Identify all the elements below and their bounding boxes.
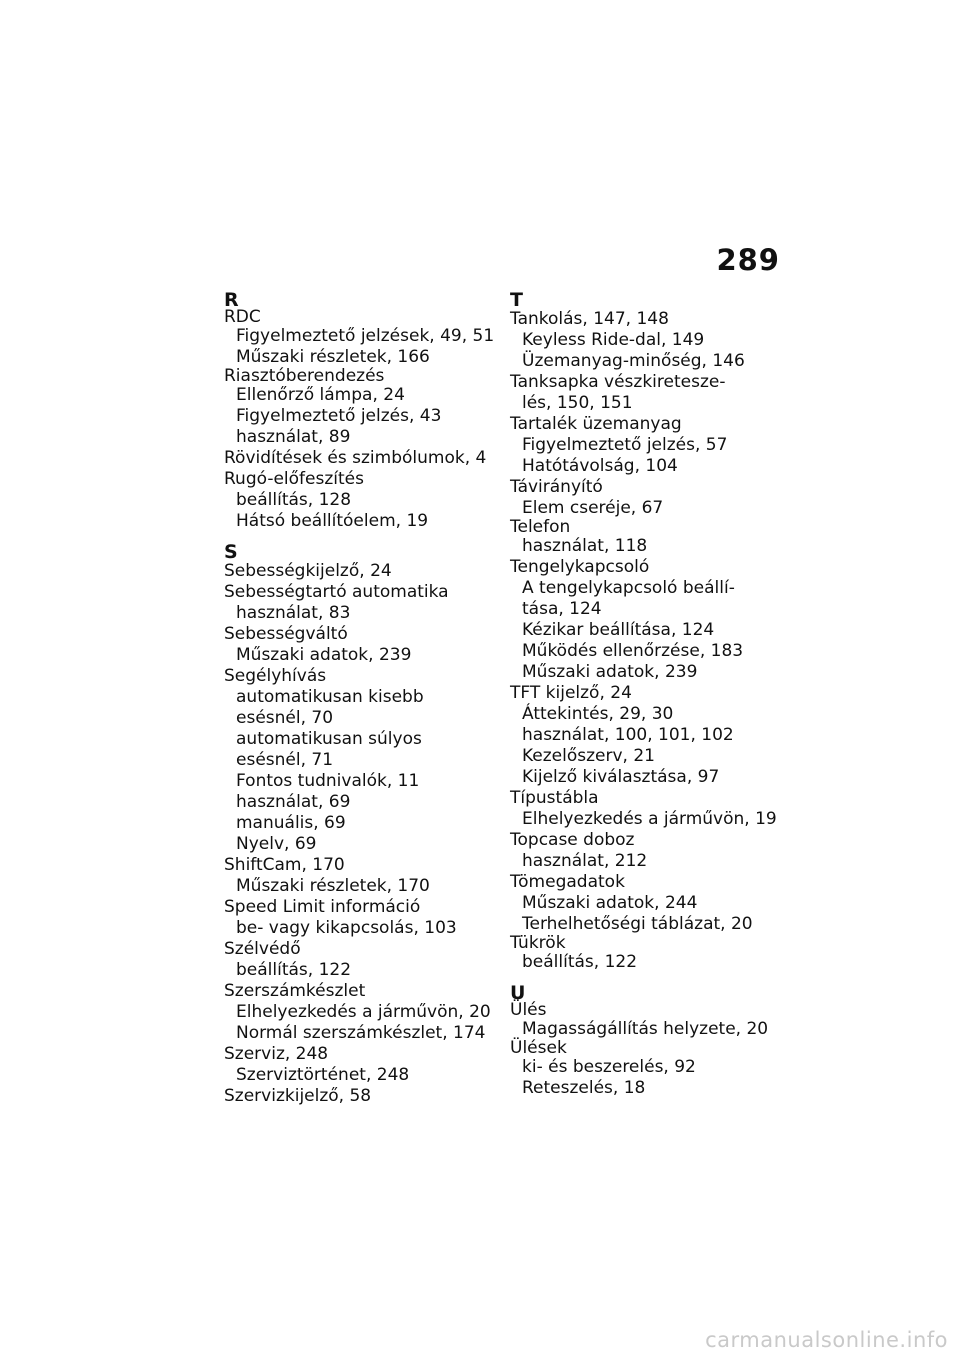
index-entry: Tartalék üzemanyag (510, 414, 682, 434)
index-subentry: Hatótávolság, 104 (522, 456, 678, 476)
index-subentry: beállítás, 122 (522, 952, 638, 972)
index-subentry: Műszaki adatok, 239 (236, 645, 412, 665)
watermark: carmanualsonline.info (705, 1328, 948, 1352)
index-entry: Tanksapka vészkiretesze- (510, 372, 726, 392)
index-entry: Tömegadatok (510, 872, 625, 892)
index-entry: ShiftCam, 170 (224, 855, 345, 875)
section-letter-s: S (224, 541, 238, 563)
index-subentry: tása, 124 (522, 599, 602, 619)
index-entry: Segélyhívás (224, 666, 327, 686)
index-entry: Tükrök (510, 933, 566, 953)
index-subentry: beállítás, 122 (236, 960, 352, 980)
index-subentry: Nyelv, 69 (236, 834, 317, 854)
index-subentry: használat, 69 (236, 792, 351, 812)
index-subentry: használat, 118 (522, 536, 648, 556)
index-entry: Sebességkijelző, 24 (224, 561, 392, 581)
index-subentry: Reteszelés, 18 (522, 1078, 646, 1098)
index-subentry: Figyelmeztető jelzés, 57 (522, 435, 728, 455)
index-entry: Tankolás, 147, 148 (510, 309, 669, 329)
index-subentry: Kezelőszerv, 21 (522, 746, 655, 766)
index-entry: Telefon (510, 517, 571, 537)
index-subentry: Elhelyezkedés a járművön, 20 (236, 1002, 491, 1022)
index-subentry: be- vagy kikapcsolás, 103 (236, 918, 457, 938)
index-subentry: A tengelykapcsoló beállí- (522, 578, 735, 598)
index-entry: Ülések (510, 1038, 567, 1058)
index-subentry: Fontos tudnivalók, 11 (236, 771, 420, 791)
index-subentry: Műszaki részletek, 166 (236, 347, 430, 367)
section-letter-u: U (510, 982, 526, 1004)
index-subentry: beállítás, 128 (236, 490, 352, 510)
index-subentry: Kijelző kiválasztása, 97 (522, 767, 720, 787)
index-entry: Távirányító (510, 477, 603, 497)
index-column-right (510, 289, 790, 1099)
index-entry: Szerszámkészlet (224, 981, 366, 1001)
index-subentry: esésnél, 71 (236, 750, 334, 770)
index-entry: Rövidítések és szimbólumok, 4 (224, 448, 487, 468)
index-subentry: Műszaki részletek, 170 (236, 876, 430, 896)
index-entry: Ülés (510, 1000, 547, 1020)
index-subentry: Működés ellenőrzése, 183 (522, 641, 744, 661)
index-entry: Sebességváltó (224, 624, 348, 644)
index-subentry: Terhelhetőségi táblázat, 20 (522, 914, 753, 934)
index-subentry: Keyless Ride-dal, 149 (522, 330, 705, 350)
index-subentry: használat, 89 (236, 427, 351, 447)
index-entry: Rugó-előfeszítés (224, 469, 364, 489)
index-subentry: Magasságállítás helyzete, 20 (522, 1019, 769, 1039)
index-column-left (224, 289, 504, 1107)
index-subentry: automatikusan súlyos (236, 729, 422, 749)
index-subentry: ki- és beszerelés, 92 (522, 1057, 696, 1077)
index-subentry: használat, 83 (236, 603, 351, 623)
index-subentry: Elem cseréje, 67 (522, 498, 664, 518)
index-entry: Szervizkijelző, 58 (224, 1086, 372, 1106)
index-subentry: Figyelmeztető jelzés, 43 (236, 406, 442, 426)
index-entry: Tengelykapcsoló (510, 557, 650, 577)
index-subentry: Hátsó beállítóelem, 19 (236, 511, 429, 531)
index-entry: Szerviz, 248 (224, 1044, 329, 1064)
index-entry: Riasztóberendezés (224, 366, 385, 386)
index-subentry: Üzemanyag-minőség, 146 (522, 351, 745, 371)
index-subentry: lés, 150, 151 (522, 393, 633, 413)
index-entry: TFT kijelző, 24 (510, 683, 632, 703)
index-entry: Szélvédő (224, 939, 301, 959)
section-letter-r: R (224, 289, 239, 311)
page-number: 289 (716, 243, 780, 277)
index-subentry: Műszaki adatok, 239 (522, 662, 698, 682)
index-entry: Speed Limit információ (224, 897, 421, 917)
index-subentry: Kézikar beállítása, 124 (522, 620, 715, 640)
index-subentry: manuális, 69 (236, 813, 346, 833)
index-subentry: Szerviztörténet, 248 (236, 1065, 410, 1085)
section-letter-t: T (510, 289, 523, 311)
index-subentry: automatikusan kisebb (236, 687, 424, 707)
index-subentry: használat, 212 (522, 851, 648, 871)
index-subentry: használat, 100, 101, 102 (522, 725, 734, 745)
index-subentry: Áttekintés, 29, 30 (522, 704, 674, 724)
index-entry: RDC (224, 307, 261, 327)
index-entry: Típustábla (510, 788, 599, 808)
index-subentry: esésnél, 70 (236, 708, 334, 728)
index-entry: Sebességtartó automatika (224, 582, 449, 602)
index-subentry: Figyelmeztető jelzések, 49, 51 (236, 326, 495, 346)
index-subentry: Normál szerszámkészlet, 174 (236, 1023, 486, 1043)
index-subentry: Elhelyezkedés a járművön, 19 (522, 809, 777, 829)
index-subentry: Műszaki adatok, 244 (522, 893, 698, 913)
index-entry: Topcase doboz (510, 830, 635, 850)
index-subentry: Ellenőrző lámpa, 24 (236, 385, 405, 405)
